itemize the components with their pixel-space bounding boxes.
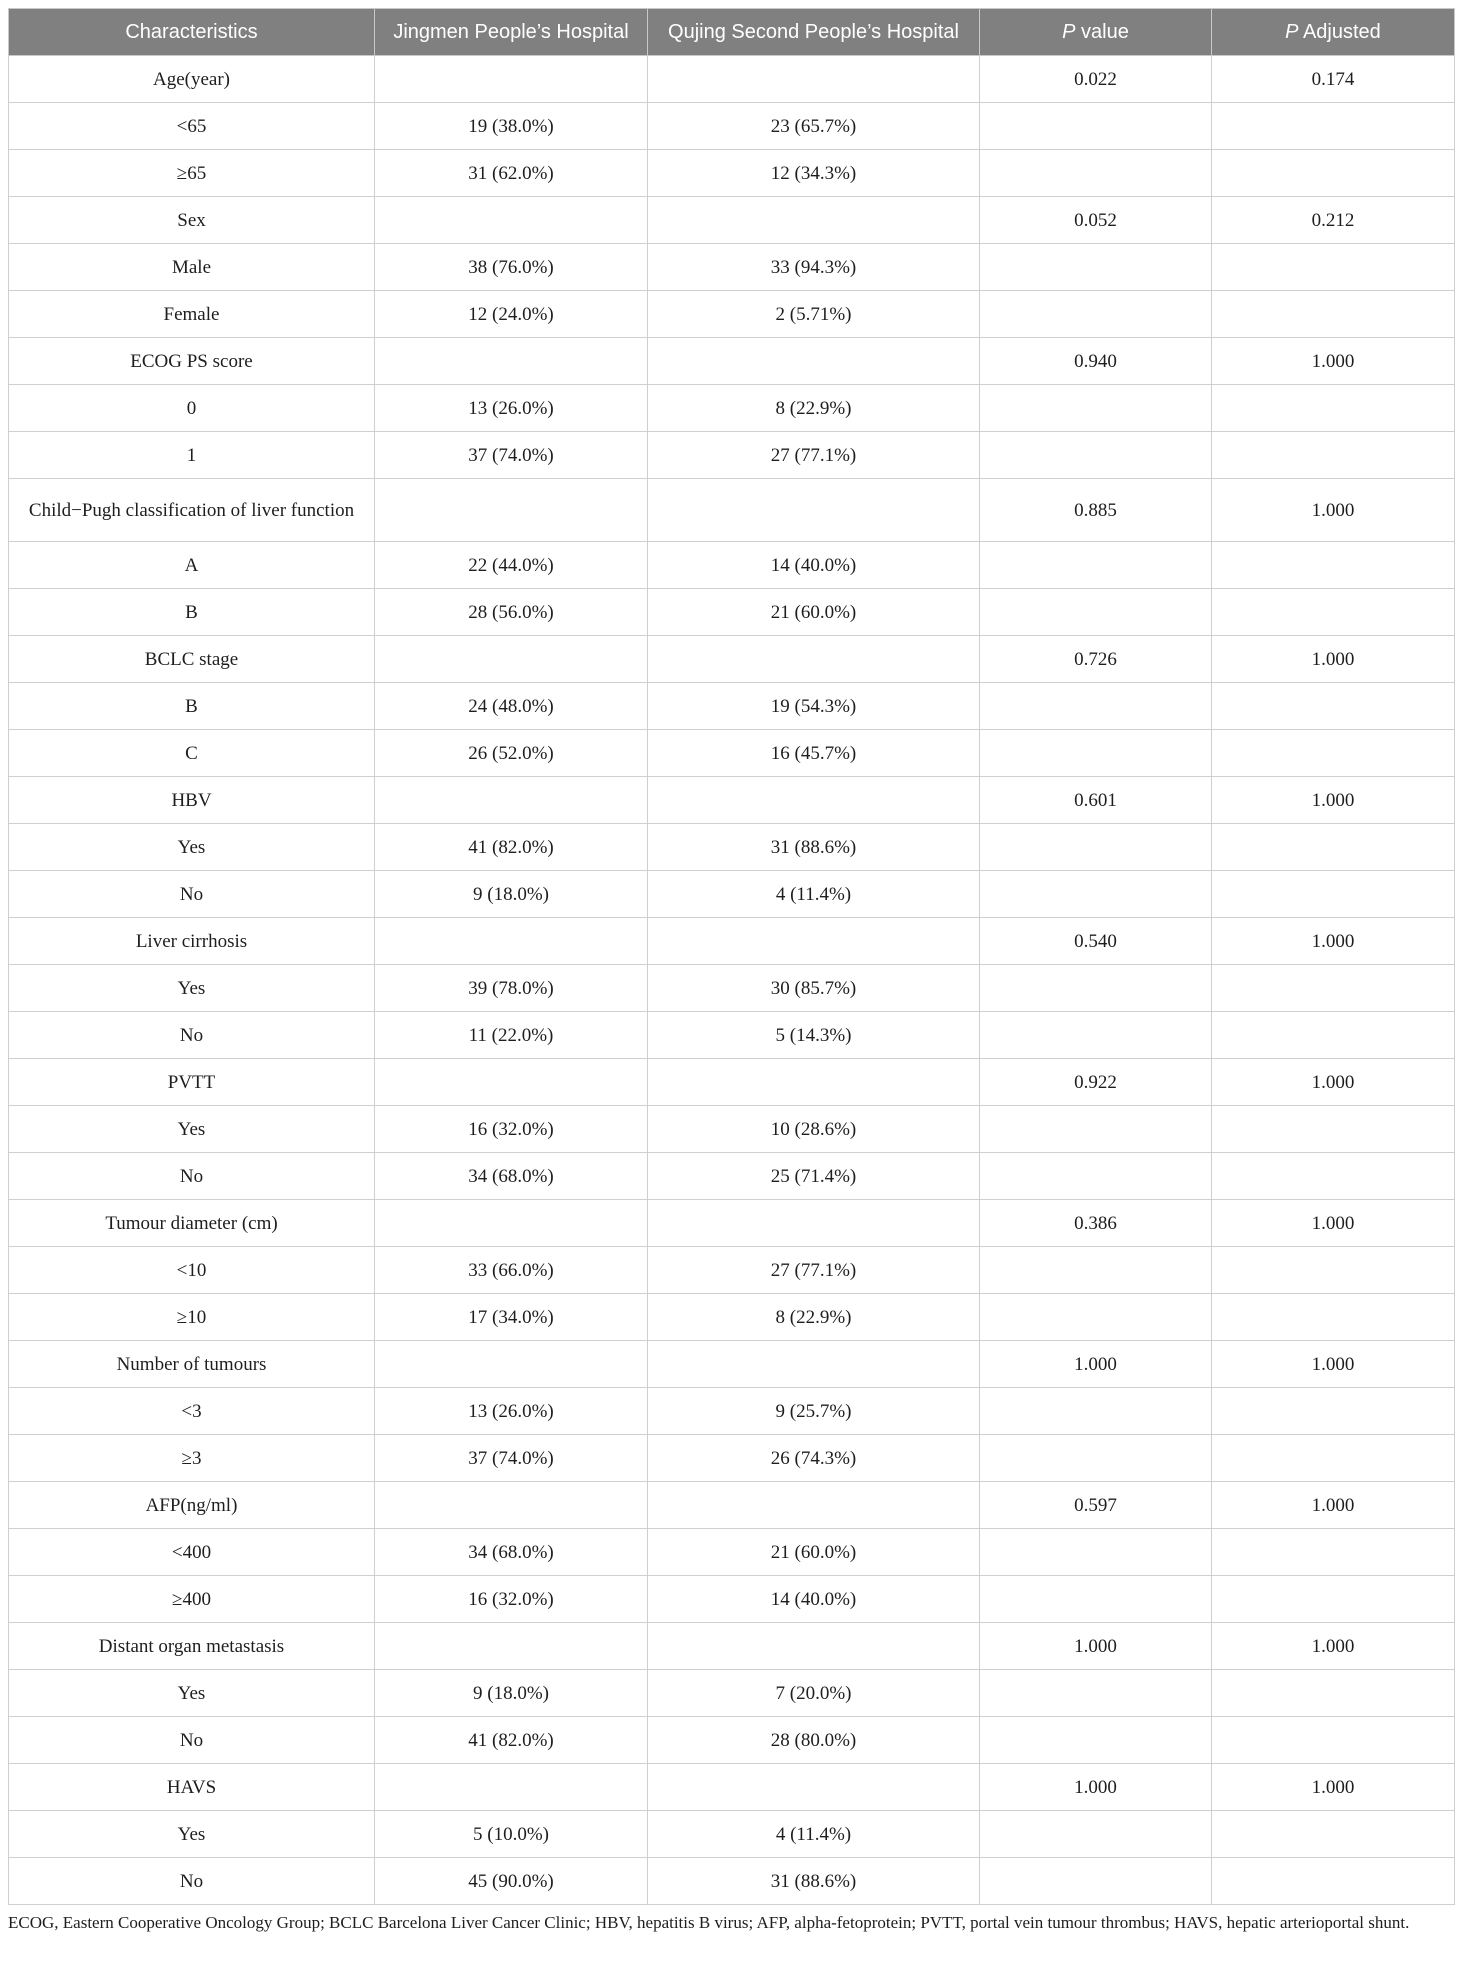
qujing-value-cell: 23 (65.7%): [648, 103, 980, 150]
p-adjusted-cell: [1212, 1388, 1455, 1435]
p-adjusted-cell: 1.000: [1212, 479, 1455, 542]
jingmen-value-cell: 45 (90.0%): [375, 1858, 648, 1905]
table-row: [9, 291, 1455, 338]
jingmen-value-cell: 19 (38.0%): [375, 103, 648, 150]
row-label-cell: No: [9, 1858, 375, 1905]
qujing-value-cell: [648, 636, 980, 683]
p-adjusted-cell: [1212, 1576, 1455, 1623]
table-row: [9, 824, 1455, 871]
p-value-cell: [980, 432, 1212, 479]
p-adjusted-cell: [1212, 589, 1455, 636]
p-adjusted-cell: [1212, 432, 1455, 479]
row-label-cell: Yes: [9, 1670, 375, 1717]
jingmen-value-cell: 16 (32.0%): [375, 1106, 648, 1153]
p-adjusted-cell: [1212, 1811, 1455, 1858]
jingmen-value-cell: 28 (56.0%): [375, 589, 648, 636]
p-value-cell: [980, 683, 1212, 730]
table-row: [9, 1482, 1455, 1529]
p-adjusted-cell: [1212, 1012, 1455, 1059]
p-adjusted-cell: [1212, 1106, 1455, 1153]
table-row: [9, 918, 1455, 965]
table-row: [9, 103, 1455, 150]
table-row: [9, 1435, 1455, 1482]
jingmen-value-cell: 9 (18.0%): [375, 1670, 648, 1717]
table-row: [9, 1858, 1455, 1905]
table-row: [9, 777, 1455, 824]
p-value-cell: [980, 1435, 1212, 1482]
table-row: [9, 1623, 1455, 1670]
table-row: [9, 871, 1455, 918]
jingmen-value-cell: 37 (74.0%): [375, 432, 648, 479]
p-adjusted-cell: [1212, 385, 1455, 432]
row-label-cell: ECOG PS score: [9, 338, 375, 385]
jingmen-value-cell: [375, 1623, 648, 1670]
p-adjusted-cell: 1.000: [1212, 338, 1455, 385]
row-label-cell: A: [9, 542, 375, 589]
jingmen-value-cell: 31 (62.0%): [375, 150, 648, 197]
p-value-cell: [980, 150, 1212, 197]
row-label-cell: Yes: [9, 1811, 375, 1858]
qujing-value-cell: 4 (11.4%): [648, 1811, 980, 1858]
p-adjusted-cell: [1212, 150, 1455, 197]
qujing-value-cell: [648, 56, 980, 103]
p-adjusted-cell: 1.000: [1212, 1200, 1455, 1247]
qujing-value-cell: [648, 1623, 980, 1670]
qujing-value-cell: [648, 1059, 980, 1106]
jingmen-value-cell: [375, 1059, 648, 1106]
jingmen-value-cell: 37 (74.0%): [375, 1435, 648, 1482]
row-label-cell: No: [9, 1012, 375, 1059]
qujing-value-cell: 8 (22.9%): [648, 385, 980, 432]
header-characteristics: Characteristics: [9, 9, 375, 56]
table-row: [9, 636, 1455, 683]
table-row: [9, 730, 1455, 777]
p-adjusted-cell: [1212, 1670, 1455, 1717]
jingmen-value-cell: 34 (68.0%): [375, 1529, 648, 1576]
p-adjusted-cell: 0.174: [1212, 56, 1455, 103]
qujing-value-cell: [648, 1764, 980, 1811]
p-value-cell: 0.597: [980, 1482, 1212, 1529]
p-value-cell: 0.726: [980, 636, 1212, 683]
row-label-cell: C: [9, 730, 375, 777]
table-row: [9, 244, 1455, 291]
row-label-cell: 1: [9, 432, 375, 479]
jingmen-value-cell: 22 (44.0%): [375, 542, 648, 589]
qujing-value-cell: 14 (40.0%): [648, 542, 980, 589]
row-label-cell: 0: [9, 385, 375, 432]
table-row: [9, 1200, 1455, 1247]
qujing-value-cell: 31 (88.6%): [648, 1858, 980, 1905]
p-adjusted-cell: [1212, 1153, 1455, 1200]
p-value-cell: [980, 1811, 1212, 1858]
jingmen-value-cell: [375, 918, 648, 965]
p-value-cell: [980, 1576, 1212, 1623]
p-value-cell: [980, 103, 1212, 150]
qujing-value-cell: 33 (94.3%): [648, 244, 980, 291]
table-row: [9, 683, 1455, 730]
p-value-cell: [980, 291, 1212, 338]
table-row: [9, 1294, 1455, 1341]
header-qujing: Qujing Second People’s Hospital: [648, 9, 980, 56]
p-value-cell: 0.922: [980, 1059, 1212, 1106]
table-row: [9, 1153, 1455, 1200]
p-adjusted-cell: 1.000: [1212, 1341, 1455, 1388]
qujing-value-cell: 21 (60.0%): [648, 589, 980, 636]
qujing-value-cell: 9 (25.7%): [648, 1388, 980, 1435]
p-adjusted-cell: [1212, 291, 1455, 338]
p-value-cell: [980, 965, 1212, 1012]
p-adjusted-cell: 1.000: [1212, 918, 1455, 965]
table-row: [9, 1247, 1455, 1294]
jingmen-value-cell: [375, 636, 648, 683]
p-adjusted-cell: 1.000: [1212, 1764, 1455, 1811]
p-letter: P: [1062, 20, 1076, 43]
p-value-cell: [980, 1106, 1212, 1153]
p-adjusted-cell: [1212, 871, 1455, 918]
jingmen-value-cell: [375, 1764, 648, 1811]
p-adjusted-cell: [1212, 1294, 1455, 1341]
header-p-adjusted: [1212, 9, 1455, 56]
p-adjusted-cell: 1.000: [1212, 1482, 1455, 1529]
p-value-cell: [980, 1670, 1212, 1717]
qujing-value-cell: 31 (88.6%): [648, 824, 980, 871]
qujing-value-cell: 21 (60.0%): [648, 1529, 980, 1576]
qujing-value-cell: 25 (71.4%): [648, 1153, 980, 1200]
table-row: [9, 1670, 1455, 1717]
p-value-cell: [980, 1153, 1212, 1200]
jingmen-value-cell: 39 (78.0%): [375, 965, 648, 1012]
qujing-value-cell: 19 (54.3%): [648, 683, 980, 730]
p-value-cell: 0.601: [980, 777, 1212, 824]
jingmen-value-cell: 11 (22.0%): [375, 1012, 648, 1059]
qujing-value-cell: 12 (34.3%): [648, 150, 980, 197]
row-label-cell: <400: [9, 1529, 375, 1576]
row-label-cell: B: [9, 683, 375, 730]
p-value-cell: [980, 871, 1212, 918]
header-row: [9, 9, 1455, 56]
p-adjusted-cell: [1212, 1858, 1455, 1905]
p-value-cell: [980, 589, 1212, 636]
jingmen-value-cell: 13 (26.0%): [375, 385, 648, 432]
p-adjusted-cell: [1212, 1435, 1455, 1482]
jingmen-value-cell: 16 (32.0%): [375, 1576, 648, 1623]
p-value-cell: [980, 1717, 1212, 1764]
jingmen-value-cell: [375, 479, 648, 542]
p-adjusted-cell: [1212, 244, 1455, 291]
jingmen-value-cell: [375, 197, 648, 244]
jingmen-value-cell: [375, 338, 648, 385]
table-row: [9, 385, 1455, 432]
row-label-cell: Distant organ metastasis: [9, 1623, 375, 1670]
p-adjusted-cell: [1212, 542, 1455, 589]
qujing-value-cell: 16 (45.7%): [648, 730, 980, 777]
p-adjusted-cell: [1212, 1529, 1455, 1576]
table-row: [9, 1764, 1455, 1811]
p-adjusted-cell: 0.212: [1212, 197, 1455, 244]
row-label-cell: HAVS: [9, 1764, 375, 1811]
qujing-value-cell: 8 (22.9%): [648, 1294, 980, 1341]
p-adjusted-cell: 1.000: [1212, 777, 1455, 824]
qujing-value-cell: 30 (85.7%): [648, 965, 980, 1012]
table-row: [9, 150, 1455, 197]
jingmen-value-cell: [375, 1341, 648, 1388]
p-value-cell: 0.052: [980, 197, 1212, 244]
jingmen-value-cell: 9 (18.0%): [375, 871, 648, 918]
p-value-cell: 0.940: [980, 338, 1212, 385]
row-label-cell: Number of tumours: [9, 1341, 375, 1388]
p-adjusted-cell: [1212, 1247, 1455, 1294]
header-jingmen: Jingmen People’s Hospital: [375, 9, 648, 56]
qujing-value-cell: [648, 338, 980, 385]
table-row: [9, 56, 1455, 103]
row-label-cell: <65: [9, 103, 375, 150]
p-value-cell: 0.540: [980, 918, 1212, 965]
jingmen-value-cell: 38 (76.0%): [375, 244, 648, 291]
qujing-value-cell: 7 (20.0%): [648, 1670, 980, 1717]
p-value-cell: 0.022: [980, 56, 1212, 103]
qujing-value-cell: 27 (77.1%): [648, 432, 980, 479]
jingmen-value-cell: [375, 1482, 648, 1529]
jingmen-value-cell: 5 (10.0%): [375, 1811, 648, 1858]
p-value-cell: [980, 1012, 1212, 1059]
p-value-cell: 0.386: [980, 1200, 1212, 1247]
p-letter: P: [1285, 20, 1299, 43]
row-label-cell: Yes: [9, 824, 375, 871]
table-row: [9, 965, 1455, 1012]
jingmen-value-cell: 17 (34.0%): [375, 1294, 648, 1341]
qujing-value-cell: 10 (28.6%): [648, 1106, 980, 1153]
p-adjusted-cell: 1.000: [1212, 1059, 1455, 1106]
row-label-cell: Liver cirrhosis: [9, 918, 375, 965]
row-label-cell: ≥10: [9, 1294, 375, 1341]
p-adjusted-suffix: Adjusted: [1298, 20, 1381, 43]
p-value-cell: 0.885: [980, 479, 1212, 542]
p-adjusted-cell: [1212, 103, 1455, 150]
p-value-cell: [980, 385, 1212, 432]
qujing-value-cell: [648, 479, 980, 542]
p-value-cell: [980, 1529, 1212, 1576]
table-row: [9, 1811, 1455, 1858]
row-label-cell: No: [9, 1153, 375, 1200]
jingmen-value-cell: [375, 777, 648, 824]
row-label-cell: Sex: [9, 197, 375, 244]
table-row: [9, 1341, 1455, 1388]
table-row: [9, 542, 1455, 589]
table-header: [9, 9, 1455, 56]
jingmen-value-cell: 33 (66.0%): [375, 1247, 648, 1294]
qujing-value-cell: [648, 918, 980, 965]
p-value-cell: [980, 1247, 1212, 1294]
row-label-cell: <3: [9, 1388, 375, 1435]
jingmen-value-cell: 34 (68.0%): [375, 1153, 648, 1200]
p-adjusted-cell: 1.000: [1212, 636, 1455, 683]
row-label-cell: Tumour diameter (cm): [9, 1200, 375, 1247]
qujing-value-cell: [648, 1200, 980, 1247]
qujing-value-cell: [648, 1341, 980, 1388]
p-value-cell: [980, 1294, 1212, 1341]
table-row: [9, 1717, 1455, 1764]
row-label-cell: B: [9, 589, 375, 636]
jingmen-value-cell: 24 (48.0%): [375, 683, 648, 730]
jingmen-value-cell: [375, 56, 648, 103]
table-row: [9, 1106, 1455, 1153]
p-adjusted-cell: [1212, 824, 1455, 871]
p-value-cell: [980, 244, 1212, 291]
p-value-cell: 1.000: [980, 1623, 1212, 1670]
p-adjusted-cell: [1212, 683, 1455, 730]
row-label-cell: Male: [9, 244, 375, 291]
p-value-cell: [980, 1388, 1212, 1435]
qujing-value-cell: 28 (80.0%): [648, 1717, 980, 1764]
p-value-suffix: value: [1075, 20, 1129, 43]
row-label-cell: Yes: [9, 965, 375, 1012]
jingmen-value-cell: 41 (82.0%): [375, 1717, 648, 1764]
jingmen-value-cell: 41 (82.0%): [375, 824, 648, 871]
p-adjusted-cell: 1.000: [1212, 1623, 1455, 1670]
row-label-cell: BCLC stage: [9, 636, 375, 683]
qujing-value-cell: [648, 197, 980, 244]
row-label-cell: Age(year): [9, 56, 375, 103]
row-label-cell: ≥65: [9, 150, 375, 197]
qujing-value-cell: [648, 1482, 980, 1529]
table-row: [9, 479, 1455, 542]
table-row: [9, 432, 1455, 479]
row-label-cell: PVTT: [9, 1059, 375, 1106]
characteristics-table: [8, 8, 1455, 1905]
p-value-cell: [980, 1858, 1212, 1905]
jingmen-value-cell: 12 (24.0%): [375, 291, 648, 338]
p-adjusted-cell: [1212, 965, 1455, 1012]
qujing-value-cell: [648, 777, 980, 824]
jingmen-value-cell: 13 (26.0%): [375, 1388, 648, 1435]
p-adjusted-cell: [1212, 1717, 1455, 1764]
qujing-value-cell: 5 (14.3%): [648, 1012, 980, 1059]
row-label-cell: Yes: [9, 1106, 375, 1153]
qujing-value-cell: 2 (5.71%): [648, 291, 980, 338]
qujing-value-cell: 27 (77.1%): [648, 1247, 980, 1294]
row-label-cell: No: [9, 871, 375, 918]
row-label-cell: Female: [9, 291, 375, 338]
table-row: [9, 589, 1455, 636]
table-row: [9, 1388, 1455, 1435]
p-value-cell: 1.000: [980, 1764, 1212, 1811]
p-value-cell: [980, 542, 1212, 589]
jingmen-value-cell: 26 (52.0%): [375, 730, 648, 777]
table-footnote: ECOG, Eastern Cooperative Oncology Group; BCLC Barcelona Liver Cancer Clinic; HBV, hepatitis B virus; AFP, alpha-fetoprotein; PVTT, portal vein tumour thrombus; HAVS, hepatic arterioportal shunt.: [8, 1913, 1410, 1932]
qujing-value-cell: 26 (74.3%): [648, 1435, 980, 1482]
p-value-cell: [980, 730, 1212, 777]
table-row: [9, 1012, 1455, 1059]
row-label-cell: AFP(ng/ml): [9, 1482, 375, 1529]
jingmen-value-cell: [375, 1200, 648, 1247]
row-label-cell: Child−Pugh classification of liver function: [9, 479, 375, 542]
p-adjusted-cell: [1212, 730, 1455, 777]
document-page: [8, 8, 1454, 1935]
p-value-cell: [980, 824, 1212, 871]
table-body: [9, 56, 1455, 1905]
p-value-cell: 1.000: [980, 1341, 1212, 1388]
row-label-cell: ≥3: [9, 1435, 375, 1482]
qujing-value-cell: 14 (40.0%): [648, 1576, 980, 1623]
table-row: [9, 197, 1455, 244]
table-row: [9, 338, 1455, 385]
row-label-cell: <10: [9, 1247, 375, 1294]
table-row: [9, 1529, 1455, 1576]
table-row: [9, 1576, 1455, 1623]
row-label-cell: No: [9, 1717, 375, 1764]
row-label-cell: HBV: [9, 777, 375, 824]
row-label-cell: ≥400: [9, 1576, 375, 1623]
table-row: [9, 1059, 1455, 1106]
qujing-value-cell: 4 (11.4%): [648, 871, 980, 918]
header-p-value: [980, 9, 1212, 56]
